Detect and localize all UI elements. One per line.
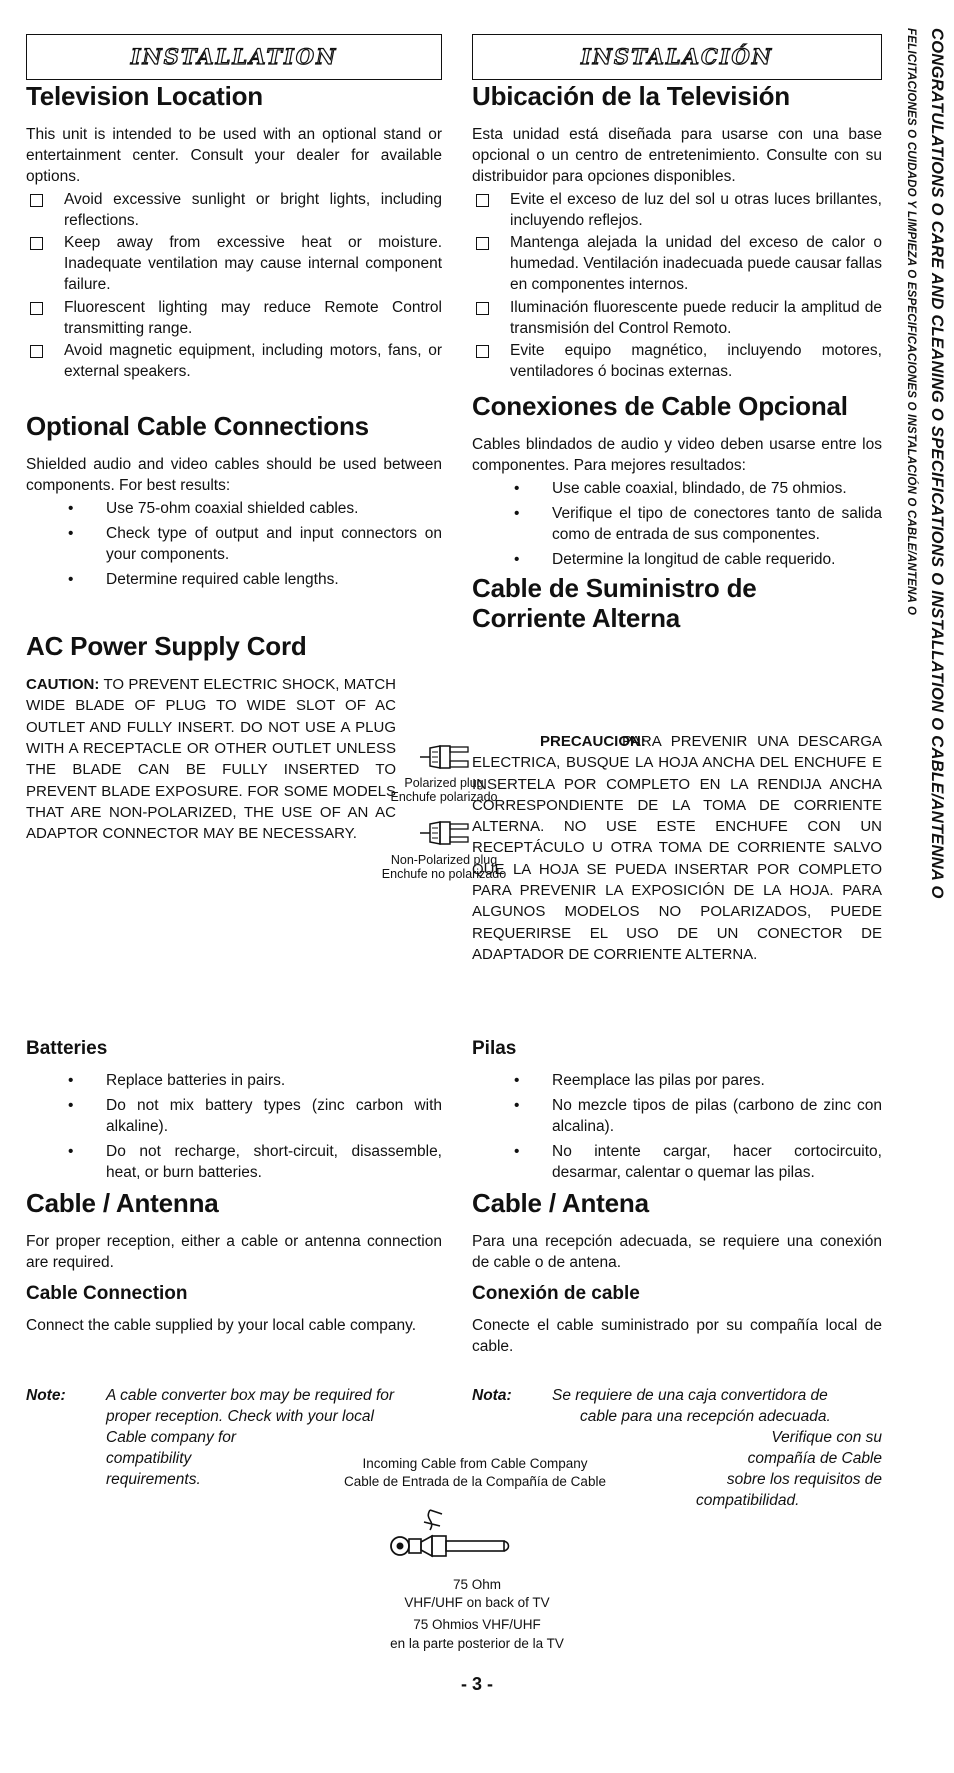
installation-banner: INSTALLATION — [26, 34, 442, 80]
ohm-caption: 75 Ohm VHF/UHF on back of TV 75 Ohmios VHF/UHF en la parte posterior de la TV — [390, 1577, 564, 1651]
list-item: • Verifique el tipo de conectores tanto de salida como de entrada de sus componentes. — [472, 503, 882, 545]
list-item: • No mezcle tipos de pilas (carbono de zinc con alcalina). — [472, 1095, 882, 1137]
tv-location-intro: This unit is intended to be used with an optional stand or entertainment center. Consult your dealer for available options. — [26, 125, 442, 186]
cable-antenna-title-es: Cable / Antena — [472, 1188, 649, 1219]
polarized-plug-icon — [418, 740, 472, 774]
optional-cable-list-es — [472, 478, 882, 570]
batteries-title-es: Pilas — [472, 1038, 517, 1059]
english-column — [26, 34, 442, 844]
list-item: • Use cable coaxial, blindado, de 75 ohmios. — [472, 478, 882, 499]
list-item: • Determine required cable lengths. — [26, 569, 442, 590]
tv-location-intro-es: Esta unidad está diseñada para usarse con una base opcional o un centro de entretenimiento. Consulte con su distribuidor para opciones disponibles. — [472, 125, 882, 186]
non-polarized-plug-caption: Non-Polarized plug Enchufe no polarizado — [381, 853, 507, 882]
optional-cable-title-es: Conexiones de Cable Opcional — [472, 390, 848, 421]
list-item: Avoid magnetic equipment, including motors, fans, or external speakers. — [26, 340, 442, 382]
side-tab-english: CONGRATULATIONS O CARE AND CLEANING O SPECIFICATIONS O INSTALLATION O CABLE/ANTENNA O — [928, 28, 946, 899]
optional-cable-list — [26, 498, 442, 590]
polarized-plug-caption: Polarized plug Enchufe polarizado — [390, 776, 498, 805]
cable-connection-text-es: Conecte el cable suministrado por su compañía local de cable. — [472, 1317, 882, 1356]
spanish-lower — [472, 1036, 882, 1357]
batteries-list — [26, 1070, 442, 1183]
ac-power-title-es: Cable de Suministro de Corriente Alterna — [472, 573, 757, 634]
list-item: Fluorescent lighting may reduce Remote Control transmitting range. — [26, 297, 442, 339]
tv-location-list — [26, 189, 442, 382]
spanish-caution-top: PRECAUCION: — [540, 733, 646, 750]
side-tab-spanish: FELICITACIONES O CUIDADO Y LIMPIEZA O ESPECIFICACIONES O INSTALACIÓN O CABLE/ANTENA O — [905, 28, 917, 616]
list-item: • Check type of output and input connectors on your components. — [26, 523, 442, 565]
spanish-note: Nota: Se requiere de una caja convertidora de cable para una recepción adecuada. Verifique con su compañía de Cable sobre los requisitos de compatibilidad. — [472, 1387, 882, 1510]
optional-cable-title: Optional Cable Connections — [26, 410, 369, 441]
list-item: Keep away from excessive heat or moisture. Inadequate ventilation may cause internal component failure. — [26, 232, 442, 295]
cable-connection-title: Cable Connection — [26, 1283, 188, 1305]
cable-connection-text: Connect the cable supplied by your local cable company. — [26, 1317, 417, 1335]
list-item: • Replace batteries in pairs. — [26, 1070, 442, 1091]
coaxial-cable-icon — [380, 1506, 520, 1566]
cable-antenna-intro-es: Para una recepción adecuada, se requiere una conexión de cable o de antena. — [472, 1233, 882, 1272]
optional-cable-intro: Shielded audio and video cables should be used between components. For best results: — [26, 455, 442, 494]
list-item: Evite equipo magnético, incluyendo motores, ventiladores ó bocinas externas. — [472, 340, 882, 382]
batteries-title: Batteries — [26, 1038, 108, 1059]
instalacion-banner: INSTALACIÓN — [472, 34, 882, 80]
list-item: Iluminación fluorescente puede reducir la amplitud de transmisión del Control Remoto. — [472, 297, 882, 339]
list-item: Mantenga alejada la unidad del exceso de calor o humedad. Ventilación inadecuada puede causar fallas en componentes internos. — [472, 232, 882, 295]
list-item: • Do not recharge, short-circuit, disassemble, heat, or burn batteries. — [26, 1141, 442, 1183]
ac-power-title: AC Power Supply Cord — [26, 631, 307, 662]
list-item: • Determine la longitud de cable requerido. — [472, 549, 882, 570]
list-item: • Reemplace las pilas por pares. — [472, 1070, 882, 1091]
cable-connection-title-es: Conexión de cable — [472, 1283, 640, 1305]
ac-power-caution: CAUTION: TO PREVENT ELECTRIC SHOCK, MATCH WIDE BLADE OF PLUG TO WIDE SLOT OF AC OUTLET AND FULLY INSERT. DO NOT USE A PLUG WITH A RECEPTACLE OR OTHER OUTLET UNLESS THE BLADE CAN BE FULLY INSERTED TO PREVENT BLADE EXPOSURE. FOR SOME MODELS THAT ARE NON-POLARIZED, THE USE OF AN AC ADAPTOR CONNECTOR MAY BE NECESSARY. — [26, 676, 396, 843]
tv-location-title: Television Location — [26, 81, 263, 111]
non-polarized-plug-icon — [418, 816, 472, 850]
tv-location-title-es: Ubicación de la Televisión — [472, 81, 790, 111]
list-item: Evite el exceso de luz del sol u otras luces brillantes, incluyendo reflejos. — [472, 189, 882, 231]
incoming-cable-caption: Incoming Cable from Cable Company Cable de Entrada de la Compañía de Cable — [344, 1456, 606, 1489]
list-item: Avoid excessive sunlight or bright lights, including reflections. — [26, 189, 442, 231]
cable-antenna-title: Cable / Antenna — [26, 1188, 219, 1219]
optional-cable-intro-es: Cables blindados de audio y video deben usarse entre los componentes. Para mejores resultados: — [472, 435, 882, 474]
spanish-caution-body: PARA PREVENIR UNA DESCARGA ELECTRICA, BUSQUE LA HOJA ANCHA DEL ENCHUFE E INSERTELA POR COMPLETO EN LA RENDIJA ANCHA CORRESPONDIENTE DE LA TOMA DE CORRIENTE ALTERNA. NO USE ESTE ENCHUFE CON UN RECEPTÁCULO U OTRA TOMA DE CORRIENTE SALVO QUE LA HOJA SE PUEDA INSERTAR POR COMPLETO PARA PREVENIR LA EXPOSICIÓN DE LA HOJA. PARA ALGUNOS MODELOS NO POLARIZADOS, PUEDE REQUERIRSE EL USO DE UN CONECTOR DE ADAPTADOR DE CORRIENTE ALTERNA. — [472, 733, 882, 963]
list-item: • Do not mix battery types (zinc carbon with alkaline). — [26, 1095, 442, 1137]
batteries-list-es — [472, 1070, 882, 1183]
page-number: - 3 - — [460, 1674, 493, 1694]
tv-location-list-es — [472, 189, 882, 382]
list-item: • No intente cargar, hacer cortocircuito, desarmar, calentar o quemar las pilas. — [472, 1141, 882, 1183]
english-lower — [26, 1036, 442, 1336]
english-note: Note: A cable converter box may be required for proper reception. Check with your local Cable company for compatibility requirements. — [26, 1387, 395, 1489]
spanish-column — [472, 34, 882, 642]
cable-antenna-intro: For proper reception, either a cable or antenna connection are required. — [26, 1233, 442, 1272]
list-item: • Use 75-ohm coaxial shielded cables. — [26, 498, 442, 519]
